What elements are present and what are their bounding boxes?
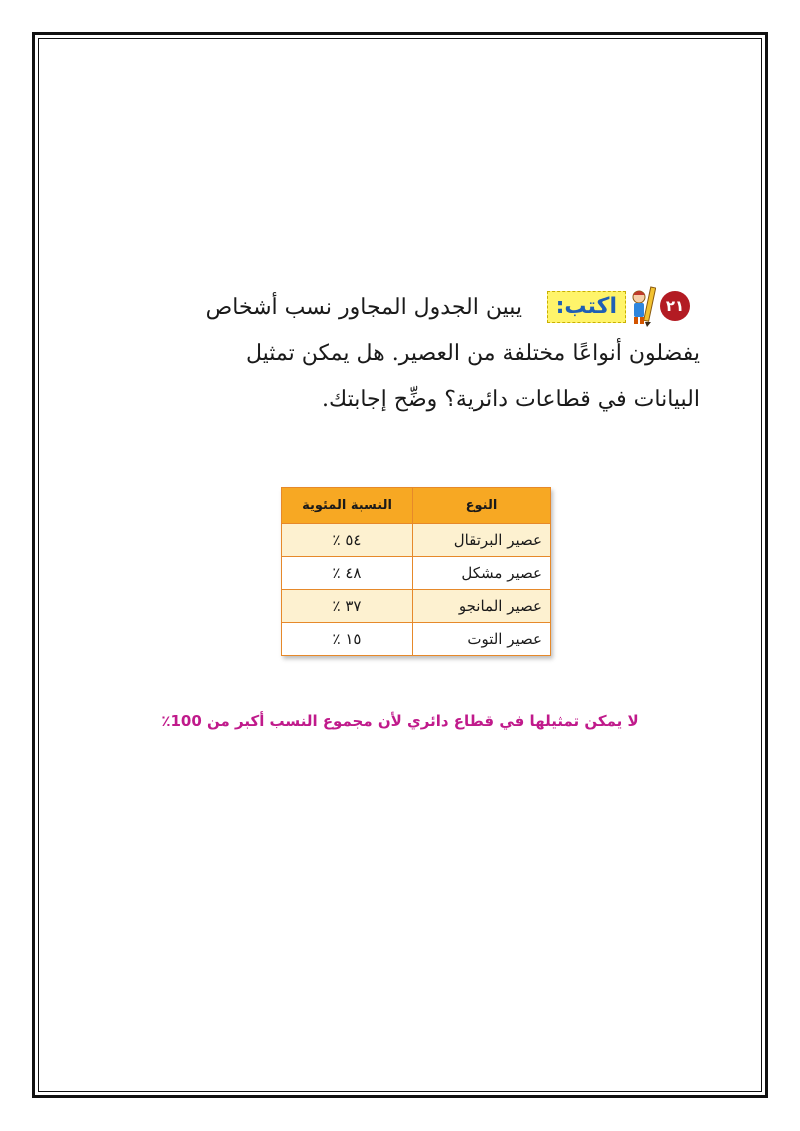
table-header-type: النوع: [413, 488, 551, 524]
table-cell-type: عصير التوت: [413, 623, 551, 656]
table-header-row: [282, 488, 551, 524]
question-line-1: يبين الجدول المجاور نسب أشخاص: [205, 295, 522, 320]
table-row: [282, 557, 551, 590]
table-row: [282, 623, 551, 656]
question-line-3: البيانات في قطاعات دائرية؟ وضِّح إجابتك.: [322, 387, 700, 412]
table-cell-type: عصير البرتقال: [413, 524, 551, 557]
question-number-badge: ٢١: [660, 291, 690, 321]
table-cell-percent: ٥٤ ٪: [282, 524, 413, 557]
write-tag-label: اكتب:: [547, 291, 626, 323]
juice-percentage-table: [281, 487, 551, 656]
table-row: [282, 524, 551, 557]
table-row: [282, 590, 551, 623]
table-cell-percent: ٣٧ ٪: [282, 590, 413, 623]
pencil-mascot-icon: [630, 285, 656, 327]
table-cell-type: عصير مشكل: [413, 557, 551, 590]
table-header-percent: النسبة المئوية: [282, 488, 413, 524]
table-cell-percent: ٤٨ ٪: [282, 557, 413, 590]
answer-text: لا يمكن تمثيلها في قطاع دائري لأن مجموع النسب أكبر من 100٪: [161, 712, 639, 730]
table-cell-percent: ١٥ ٪: [282, 623, 413, 656]
table-cell-type: عصير المانجو: [413, 590, 551, 623]
question-line-2: يفضلون أنواعًا مختلفة من العصير. هل يمكن تمثيل: [245, 341, 700, 366]
